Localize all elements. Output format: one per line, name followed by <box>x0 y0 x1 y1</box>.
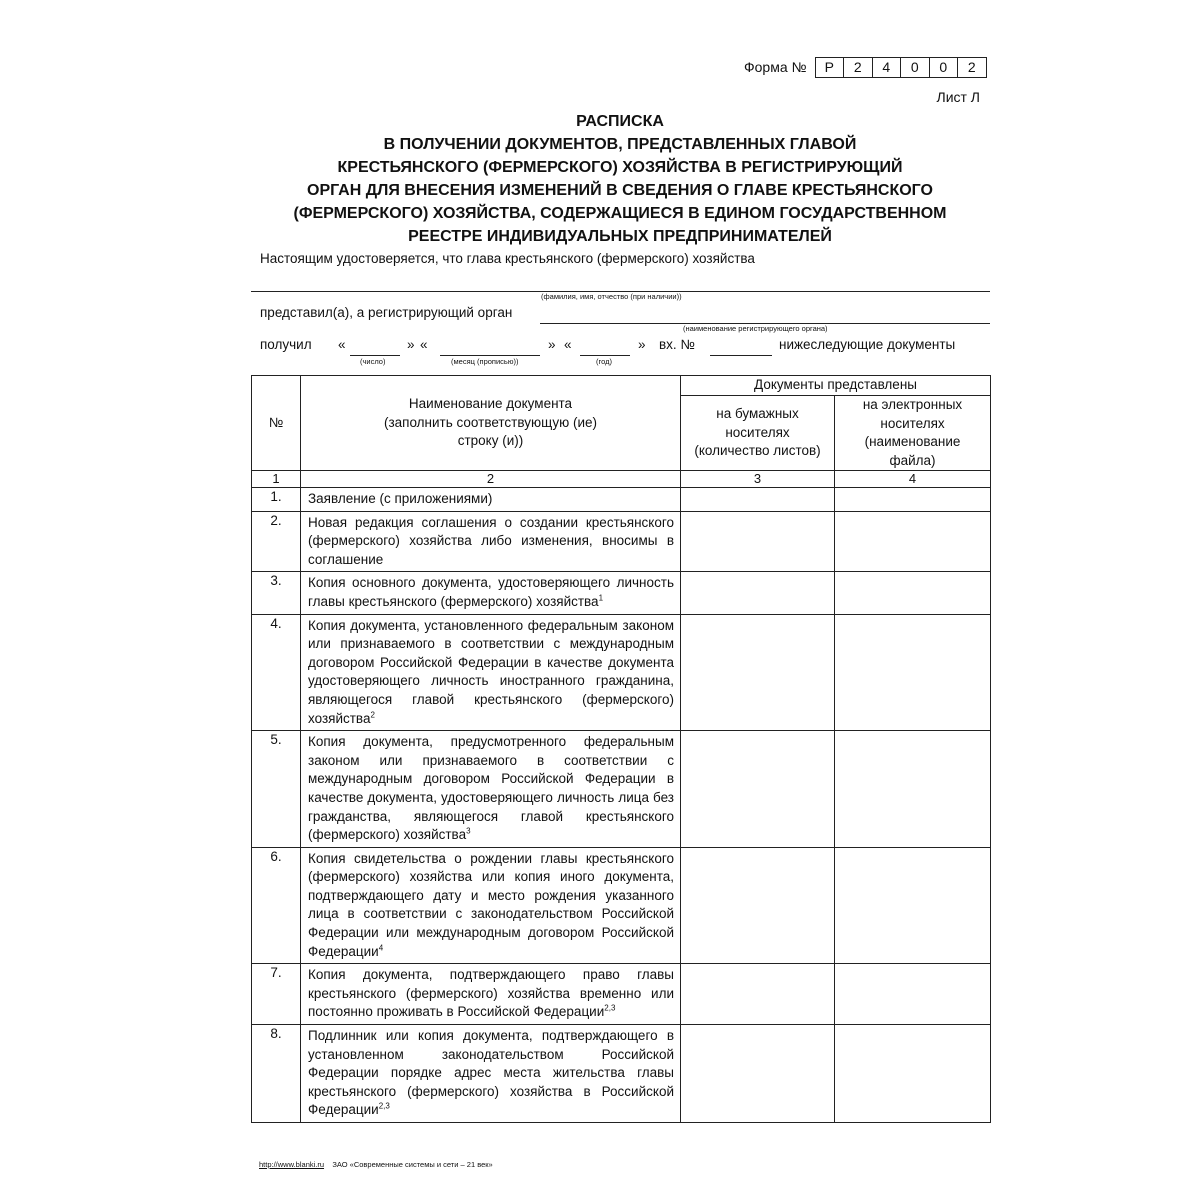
footnote-ref: 2 <box>370 710 375 720</box>
column-number: 3 <box>681 471 835 488</box>
row-number: 6. <box>252 847 301 964</box>
form-number-label: Форма № <box>744 59 807 75</box>
row-document-name <box>301 572 681 614</box>
quote-close: » <box>407 337 415 352</box>
title-line: РАСПИСКА <box>576 113 664 130</box>
paper-count-cell[interactable] <box>681 572 835 614</box>
paper-count-cell[interactable] <box>681 488 835 512</box>
title-line: В ПОЛУЧЕНИИ ДОКУМЕНТОВ, ПРЕДСТАВЛЕННЫХ ГЛАВОЙ <box>383 136 857 153</box>
header-number: № <box>252 376 301 471</box>
header-text: (заполнить соответствующую (ие) <box>383 414 598 430</box>
footer <box>259 1160 493 1169</box>
received-label: получил <box>260 337 312 352</box>
quote-open: « <box>420 337 428 352</box>
table-row <box>252 964 991 1025</box>
row-document-name <box>301 964 681 1025</box>
electronic-file-cell[interactable] <box>835 511 991 572</box>
header-text: на электронных <box>862 397 963 412</box>
documents-table <box>251 375 991 1123</box>
day-caption: (число) <box>360 357 386 366</box>
header-document-name <box>301 376 681 471</box>
paper-count-cell[interactable] <box>681 1025 835 1123</box>
header-text: носителях <box>725 424 790 440</box>
paper-count-cell[interactable] <box>681 964 835 1025</box>
row-number: 8. <box>252 1025 301 1123</box>
table-header-row <box>252 376 991 396</box>
row-text: Копия документа, предусмотренного федеральным законом или признаваемого в соответствии с международным договором Российской Федерации в качестве документа, удостоверяющего личность лица без гражданства, являющегося главой крестьянского (фермерского) хозяйства <box>308 734 674 843</box>
paper-count-cell[interactable] <box>681 847 835 964</box>
table-row <box>252 1025 991 1123</box>
form-number <box>744 57 987 77</box>
year-caption: (год) <box>596 357 612 366</box>
header-text: (количество листов) <box>694 443 821 459</box>
form-code-cell: Р <box>816 58 845 77</box>
header-text: файла) <box>889 452 936 468</box>
row-text: Копия свидетельства о рождении главы крестьянского (фермерского) хозяйства или копия иного документа, подтверждающего дату и место рождения указанного лица в соответствии с законодательством Российской Федерации или международным договором Российской Федерации <box>308 850 674 959</box>
form-code-cell: 0 <box>901 58 930 77</box>
electronic-file-cell[interactable] <box>835 847 991 964</box>
form-code-cell: 4 <box>873 58 902 77</box>
paper-count-cell[interactable] <box>681 511 835 572</box>
row-number: 3. <box>252 572 301 614</box>
electronic-file-cell[interactable] <box>835 488 991 512</box>
row-document-name <box>301 511 681 572</box>
row-text: Копия основного документа, удостоверяющего личность главы крестьянского (фермерского) хозяйства <box>308 575 674 609</box>
row-document-name <box>301 614 681 731</box>
header-text: строку (и)) <box>457 433 524 449</box>
title-line: РЕЕСТРЕ ИНДИВИДУАЛЬНЫХ ПРЕДПРИНИМАТЕЛЕЙ <box>408 228 832 245</box>
documents-tail-text: нижеследующие документы <box>779 337 956 352</box>
table-row <box>252 614 991 731</box>
table-row <box>252 511 991 572</box>
title-line: (ФЕРМЕРСКОГО) ХОЗЯЙСТВА, СОДЕРЖАЩИЕСЯ В ЕДИНОМ ГОСУДАРСТВЕННОМ <box>293 205 947 222</box>
month-field-line[interactable] <box>440 355 540 356</box>
electronic-file-cell[interactable] <box>835 964 991 1025</box>
footnote-ref: 2,3 <box>604 1003 616 1013</box>
electronic-file-cell[interactable] <box>835 572 991 614</box>
electronic-file-cell[interactable] <box>835 1025 991 1123</box>
row-number: 5. <box>252 731 301 848</box>
column-number: 4 <box>835 471 991 488</box>
row-document-name <box>301 847 681 964</box>
organ-caption: (наименование регистрирующего органа) <box>683 324 828 333</box>
row-number: 2. <box>252 511 301 572</box>
header-text: на бумажных <box>716 406 799 422</box>
footnote-ref: 2,3 <box>378 1101 390 1111</box>
day-field-line[interactable] <box>350 355 400 356</box>
header-electronic <box>835 396 991 471</box>
quote-open: « <box>338 337 346 352</box>
row-number: 4. <box>252 614 301 731</box>
in-number-label: вх. № <box>659 337 695 352</box>
fio-caption: (фамилия, имя, отчество (при наличии)) <box>541 292 682 301</box>
footer-company: ЗАО «Современные системы и сети – 21 век» <box>332 1160 493 1169</box>
form-code-cell: 2 <box>844 58 873 77</box>
quote-open: « <box>564 337 572 352</box>
title-line: КРЕСТЬЯНСКОГО (ФЕРМЕРСКОГО) ХОЗЯЙСТВА В РЕГИСТРИРУЮЩИЙ <box>337 159 903 176</box>
row-text: Заявление (с приложениями) <box>308 491 493 506</box>
in-number-field-line[interactable] <box>710 355 772 356</box>
quote-close: » <box>638 337 646 352</box>
year-field-line[interactable] <box>580 355 630 356</box>
table-row <box>252 488 991 512</box>
table-row <box>252 572 991 614</box>
row-document-name <box>301 731 681 848</box>
title-line: ОРГАН ДЛЯ ВНЕСЕНИЯ ИЗМЕНЕНИЙ В СВЕДЕНИЯ О ГЛАВЕ КРЕСТЬЯНСКОГО <box>307 182 933 199</box>
document-title <box>250 110 990 248</box>
header-text: (наименование <box>864 434 961 449</box>
row-number: 1. <box>252 488 301 512</box>
row-text: Подлинник или копия документа, подтверждающего в установленном законодательством Российской Федерации порядке адрес места жительства главы крестьянского (фермерского) хозяйства в Российской Федерации <box>308 1028 674 1118</box>
row-document-name <box>301 488 681 512</box>
submitted-text: представил(а), а регистрирующий орган <box>260 305 513 320</box>
row-text: Копия документа, подтверждающего право главы крестьянского (фермерского) хозяйства временно или постоянно проживать в Российской Федерации <box>308 967 674 1020</box>
electronic-file-cell[interactable] <box>835 731 991 848</box>
form-code-cell: 0 <box>930 58 959 77</box>
form-code-cell: 2 <box>967 59 976 75</box>
header-paper <box>681 396 835 471</box>
row-number: 7. <box>252 964 301 1025</box>
form-code-cells <box>815 57 987 78</box>
quote-close: » <box>548 337 556 352</box>
row-text: Копия документа, установленного федеральным законом или признаваемого в соответствии с международным договором Российской Федерации в качестве документа удостоверяющего личность иностранного гражданина, являющегося главой крестьянского (фермерского) хозяйства <box>308 617 674 726</box>
column-number: 1 <box>252 471 301 488</box>
paper-count-cell[interactable] <box>681 614 835 731</box>
table-row <box>252 847 991 964</box>
row-text: Новая редакция соглашения о создании крестьянского (фермерского) хозяйства либо изменения, вносимы в соглашение <box>308 514 674 567</box>
month-caption: (месяц (прописью)) <box>451 357 519 366</box>
column-number-row <box>252 471 991 488</box>
header-documents-presented: Документы представлены <box>681 376 991 396</box>
footer-link[interactable]: http://www.blanki.ru <box>259 1160 325 1169</box>
header-text: Наименование документа <box>408 396 573 412</box>
footnote-ref: 3 <box>466 826 471 836</box>
row-document-name <box>301 1025 681 1123</box>
paper-count-cell[interactable] <box>681 731 835 848</box>
certify-text: Настоящим удостоверяется, что глава крестьянского (фермерского) хозяйства <box>260 251 755 266</box>
sheet-label: Лист Л <box>936 89 980 105</box>
footnote-ref: 1 <box>598 593 604 603</box>
footnote-ref: 4 <box>378 943 384 953</box>
column-number: 2 <box>301 471 681 488</box>
header-text: носителях <box>880 415 945 431</box>
table-row <box>252 731 991 848</box>
electronic-file-cell[interactable] <box>835 614 991 731</box>
